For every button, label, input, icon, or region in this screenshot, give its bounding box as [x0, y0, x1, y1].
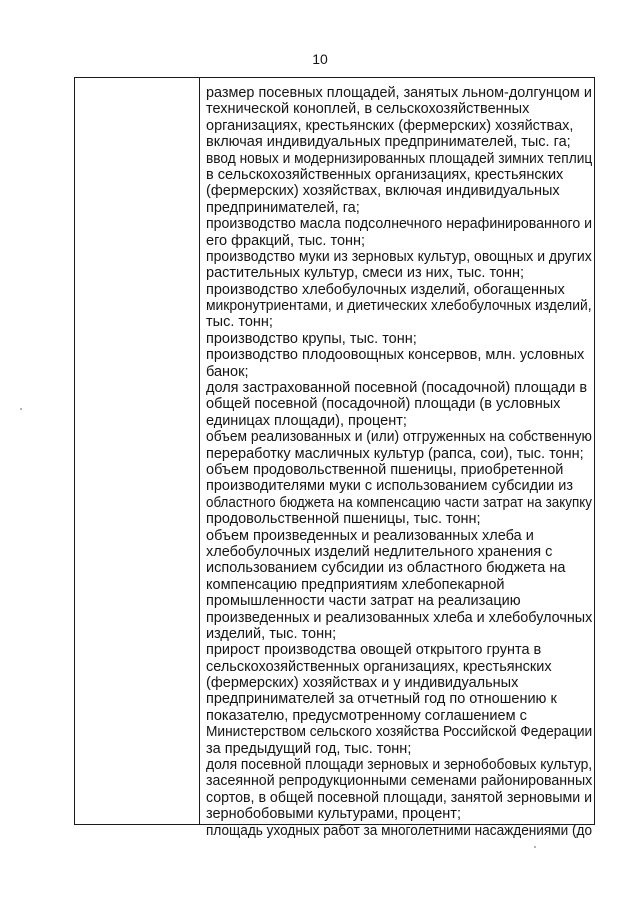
- text-line: в сельскохозяйственных организациях, крестьянских: [206, 166, 564, 183]
- text-line: включая индивидуальных предпринимателей, тыс. га;: [206, 134, 571, 151]
- scan-speck: [20, 408, 22, 410]
- table-right-cell: [206, 85, 592, 839]
- text-line: технической коноплей, в сельскохозяйственных: [206, 101, 530, 118]
- text-line: (фермерских) хозяйствах и у индивидуальных: [206, 675, 519, 692]
- text-line: производство муки из зерновых культур, овощных и других: [206, 248, 592, 265]
- text-line: производство крупы, тыс. тонн;: [206, 330, 417, 347]
- text-line: сельскохозяйственных организациях, крестьянских: [206, 658, 552, 675]
- text-line: использованием субсидии из областного бюджета на: [206, 560, 566, 577]
- text-line: микронутриентами, и диетических хлебобулочных изделий,: [206, 298, 592, 315]
- text-line: площадь уходных работ за многолетними насаждениями (до: [206, 822, 593, 839]
- text-line: областного бюджета на компенсацию части затрат на закупку: [206, 494, 592, 511]
- text-line: объем произведенных и реализованных хлеба и: [206, 527, 534, 544]
- text-line: промышленности части затрат на реализацию: [206, 593, 521, 610]
- text-line: единицах площади), процент;: [206, 412, 407, 429]
- text-line: его фракций, тыс. тонн;: [206, 232, 366, 249]
- text-line: доля застрахованной посевной (посадочной) площади в: [206, 380, 588, 397]
- text-line: произведенных и реализованных хлеба и хлебобулочных: [206, 609, 593, 626]
- text-line: показателю, предусмотренному соглашением с: [206, 707, 527, 724]
- text-line: предпринимателей за отчетный год по отношению к: [206, 691, 557, 708]
- text-line: за предыдущий год, тыс. тонн;: [206, 740, 412, 757]
- text-line: производство хлебобулочных изделий, обогащенных: [206, 281, 565, 298]
- text-line: зернобобовыми культурами, процент;: [206, 806, 461, 823]
- page-number: 10: [312, 51, 328, 67]
- text-line: продовольственной пшеницы, тыс. тонн;: [206, 511, 481, 528]
- scan-speck: [534, 846, 536, 848]
- text-line: производство масла подсолнечного нерафинированного и: [206, 216, 593, 233]
- text-line: производителями муки с использованием субсидии из: [206, 478, 574, 495]
- text-line: объем продовольственной пшеницы, приобретенной: [206, 461, 564, 478]
- text-line: ввод новых и модернизированных площадей зимних теплиц: [206, 150, 593, 167]
- text-line: производство плодоовощных консервов, млн. условных: [206, 347, 585, 364]
- column-divider: [199, 78, 200, 824]
- text-line: хлебобулочных изделий недлительного хранения с: [206, 543, 553, 560]
- text-line: объем реализованных и (или) отгруженных на собственную: [206, 429, 592, 446]
- text-line: переработку масличных культур (рапса, сои), тыс. тонн;: [206, 445, 584, 462]
- text-line: сортов, в общей посевной площади, занятой зерновыми и: [206, 789, 593, 806]
- text-line: предпринимателей, га;: [206, 199, 360, 216]
- text-line: тыс. тонн;: [206, 314, 273, 331]
- text-line: засеянной репродукционными семенами районированных: [206, 773, 593, 790]
- text-line: (фермерских) хозяйствах, включая индивидуальных: [206, 183, 560, 200]
- text-line: Министерством сельского хозяйства Российской Федерации: [206, 724, 593, 741]
- text-line: размер посевных площадей, занятых льном-долгунцом и: [206, 85, 592, 101]
- text-line: изделий, тыс. тонн;: [206, 625, 337, 642]
- text-line: растительных культур, смеси из них, тыс. тонн;: [206, 265, 525, 282]
- text-line: банок;: [206, 363, 249, 380]
- text-line: организациях, крестьянских (фермерских) хозяйствах,: [206, 117, 574, 134]
- document-table: [74, 77, 595, 839]
- text-line: прирост производства овощей открытого грунта в: [206, 642, 542, 659]
- text-line: доля посевной площади зерновых и зернобобовых культур,: [206, 757, 593, 774]
- text-line: общей посевной (посадочной) площади (в условных: [206, 396, 561, 413]
- table-left-cell: [75, 78, 199, 824]
- text-line: компенсацию предприятиям хлебопекарной: [206, 576, 505, 593]
